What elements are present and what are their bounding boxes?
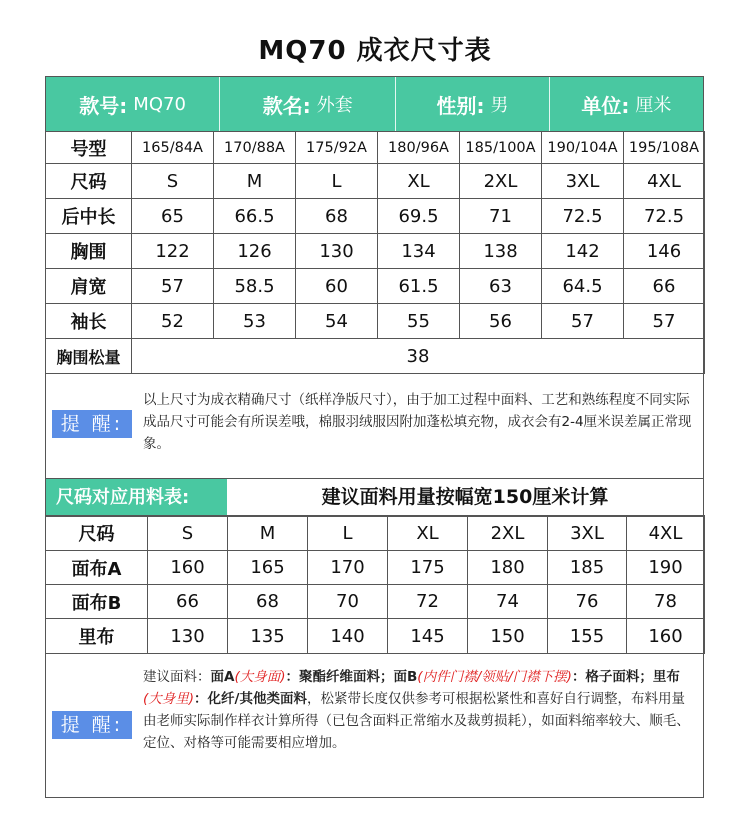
- table-cell: 150: [468, 619, 548, 654]
- table-cell: 165/84A: [132, 132, 214, 164]
- table-cell: 142: [542, 234, 624, 269]
- table-cell: 126: [214, 234, 296, 269]
- table-cell: 122: [132, 234, 214, 269]
- row-label: 面布B: [46, 585, 148, 619]
- table-cell: 170/88A: [214, 132, 296, 164]
- reminder-text: 以上尺寸为成衣精确尺寸（纸样净版尺寸），由于加工过程中面料、工艺和熟练程度不同实际成品尺寸可能会有所误差哦，棉服羽绒服因附加蓬松填充物，成衣会有2-4厘米误差属正常现象。: [143, 392, 692, 452]
- table-cell: 175: [388, 551, 468, 585]
- table-cell: 68: [296, 199, 378, 234]
- fabric-section-subtitle: 建议面料用量按幅宽150厘米计算: [321, 486, 609, 508]
- table-cell: 66.5: [214, 199, 296, 234]
- info-value: 厘米: [635, 95, 672, 116]
- row-label: 尺码: [46, 164, 132, 199]
- table-cell: 170: [308, 551, 388, 585]
- table-cell: 135: [228, 619, 308, 654]
- row-label: 胸围: [46, 234, 132, 269]
- table-cell: 55: [378, 304, 460, 339]
- table-cell: 160: [148, 551, 228, 585]
- text-run: ：聚酯纤维面料；面B: [285, 669, 418, 685]
- text-run: ：格子面料；里布: [571, 669, 680, 685]
- info-unit: [549, 77, 703, 131]
- table-cell: 4XL: [627, 516, 705, 551]
- row-label: 尺码: [46, 516, 148, 551]
- highlight-run: (内件门襟/领贴/门襟下摆): [417, 669, 572, 685]
- table-row: [46, 551, 705, 585]
- table-cell: 3XL: [542, 164, 624, 199]
- table-cell: 185/100A: [460, 132, 542, 164]
- row-label: 袖长: [46, 304, 132, 339]
- fabric-table: [45, 515, 705, 654]
- reminder-tag: 提 醒:: [52, 410, 132, 438]
- table-cell: 130: [148, 619, 228, 654]
- table-cell: 57: [624, 304, 705, 339]
- row-label: 后中长: [46, 199, 132, 234]
- table-cell: 155: [548, 619, 627, 654]
- table-cell: 65: [132, 199, 214, 234]
- table-cell: 175/92A: [296, 132, 378, 164]
- table-cell: 57: [542, 304, 624, 339]
- table-cell: XL: [388, 516, 468, 551]
- table-cell: 2XL: [460, 164, 542, 199]
- table-cell: S: [132, 164, 214, 199]
- table-cell: 160: [627, 619, 705, 654]
- table-cell: 57: [132, 269, 214, 304]
- table-cell: 53: [214, 304, 296, 339]
- table-row: [46, 164, 705, 199]
- table-cell: 66: [624, 269, 705, 304]
- table-cell: S: [148, 516, 228, 551]
- info-bar: [46, 77, 703, 131]
- info-style-name: [219, 77, 395, 131]
- reminder-tag: 提 醒:: [52, 711, 132, 739]
- table-row: [46, 132, 705, 164]
- table-cell: 52: [132, 304, 214, 339]
- table-cell: 190: [627, 551, 705, 585]
- info-label: 性别:: [436, 93, 485, 118]
- table-row: [46, 199, 705, 234]
- table-cell: 180: [468, 551, 548, 585]
- info-value: 外套: [316, 95, 353, 116]
- table-cell: 185: [548, 551, 627, 585]
- table-cell: 146: [624, 234, 705, 269]
- table-cell: L: [296, 164, 378, 199]
- table-row: [46, 516, 705, 551]
- text-run: 面A: [210, 669, 235, 685]
- info-value: 男: [490, 95, 509, 116]
- table-cell: 71: [460, 199, 542, 234]
- table-cell: 4XL: [624, 164, 705, 199]
- table-row: [46, 585, 705, 619]
- table-cell: 3XL: [548, 516, 627, 551]
- text-run: 建议面料：: [143, 669, 211, 685]
- row-label: 里布: [46, 619, 148, 654]
- table-cell: 180/96A: [378, 132, 460, 164]
- table-cell: 134: [378, 234, 460, 269]
- info-style-no: [46, 77, 219, 131]
- table-row: [46, 304, 705, 339]
- highlight-run: (大身面): [234, 669, 286, 685]
- info-label: 款号:: [79, 93, 128, 118]
- table-row: [46, 234, 705, 269]
- table-cell: 54: [296, 304, 378, 339]
- table-cell: 74: [468, 585, 548, 619]
- table-cell: 145: [388, 619, 468, 654]
- table-cell: 56: [460, 304, 542, 339]
- reminder-text-2: [143, 666, 693, 754]
- info-label: 款名:: [262, 93, 311, 118]
- row-label: 肩宽: [46, 269, 132, 304]
- table-cell: 60: [296, 269, 378, 304]
- table-cell: 66: [148, 585, 228, 619]
- table-cell: 70: [308, 585, 388, 619]
- info-gender: [395, 77, 548, 131]
- table-cell: 130: [296, 234, 378, 269]
- ease-row: [46, 339, 705, 374]
- table-cell: 58.5: [214, 269, 296, 304]
- page-title: MQ70 成衣尺寸表: [258, 36, 492, 66]
- table-cell: 64.5: [542, 269, 624, 304]
- info-value: MQ70: [133, 93, 186, 115]
- table-row: [46, 619, 705, 654]
- highlight-run: (大身里): [143, 691, 195, 707]
- table-cell: 72: [388, 585, 468, 619]
- table-cell: 61.5: [378, 269, 460, 304]
- table-cell: XL: [378, 164, 460, 199]
- size-table: [45, 131, 705, 374]
- table-cell: 69.5: [378, 199, 460, 234]
- ease-value: 38: [132, 339, 705, 374]
- row-label: 面布A: [46, 551, 148, 585]
- table-cell: 140: [308, 619, 388, 654]
- fabric-section-title: 尺码对应用料表:: [46, 479, 227, 516]
- table-cell: M: [228, 516, 308, 551]
- table-cell: 138: [460, 234, 542, 269]
- text-run: ：化纤/其他类面料: [194, 691, 307, 707]
- table-cell: 2XL: [468, 516, 548, 551]
- row-label: 胸围松量: [46, 339, 132, 374]
- table-cell: 78: [627, 585, 705, 619]
- table-cell: 72.5: [542, 199, 624, 234]
- table-row: [46, 269, 705, 304]
- info-label: 单位:: [581, 93, 630, 118]
- table-cell: L: [308, 516, 388, 551]
- table-cell: M: [214, 164, 296, 199]
- table-cell: 68: [228, 585, 308, 619]
- table-cell: 76: [548, 585, 627, 619]
- table-cell: 72.5: [624, 199, 705, 234]
- table-cell: 195/108A: [624, 132, 705, 164]
- table-cell: 63: [460, 269, 542, 304]
- table-cell: 190/104A: [542, 132, 624, 164]
- fabric-section-header: [46, 478, 703, 517]
- table-cell: 165: [228, 551, 308, 585]
- row-label: 号型: [46, 132, 132, 164]
- text-run: ，松紧带长度仅供参考可根据松紧性和喜好自行调整，布料用量由老师实际制作样衣计算所得（已包含面料正常缩水及裁剪损耗），如面料缩率较大、顺毛、定位、对格等可能需要相应增加。: [143, 691, 690, 751]
